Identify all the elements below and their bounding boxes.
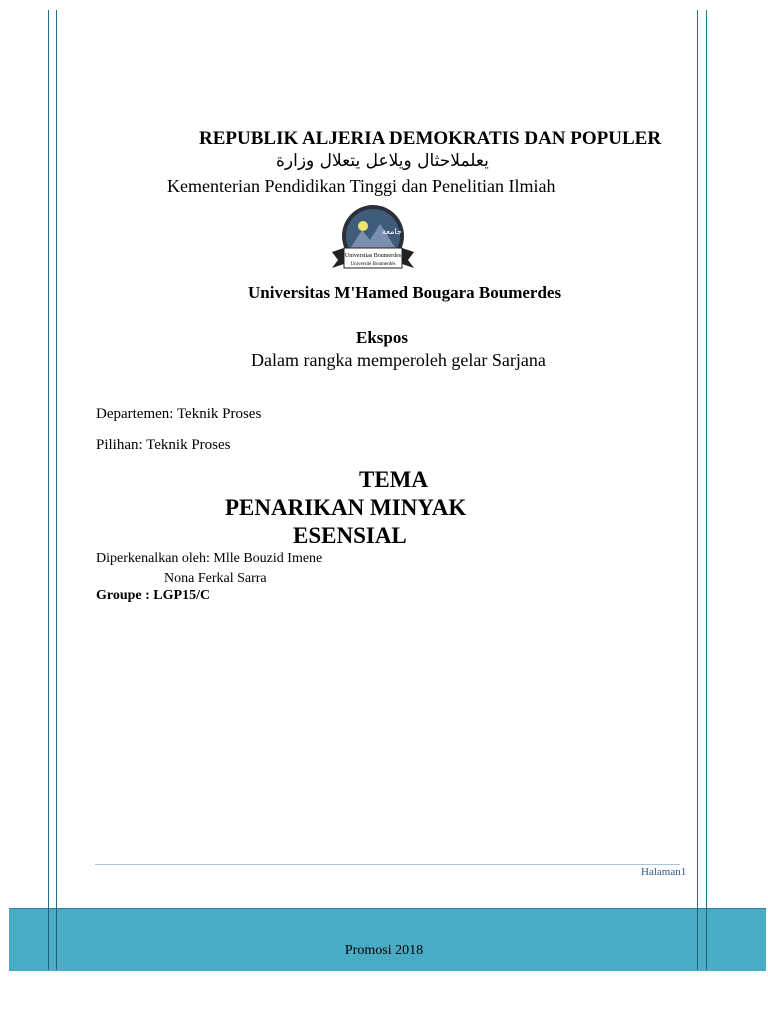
promotion-year: Promosi 2018 [344,943,424,958]
left-border-outer [48,10,49,970]
footer-band [9,908,766,971]
theme-label: TEMA [359,467,428,492]
left-inner-over-band [56,908,57,970]
group-label: Groupe : LGP15/C [96,588,211,603]
expos-subtitle: Dalam rangka memperoleh gelar Sarjana [251,350,546,370]
right-inner-over-band [697,908,698,970]
right-border-outer [706,10,707,970]
university-name: Universitas M'Hamed Bougara Boumerdes [248,283,562,302]
svg-text:جامعة: جامعة [382,227,402,236]
logo-banner-line2: Université Boumerdès [350,262,396,267]
right-border-over-band [706,908,707,970]
left-border-inner [56,10,57,970]
footer-rule [95,864,680,865]
ministry-title: Kementerian Pendidikan Tinggi dan Penelitian Ilmiah [167,176,556,196]
expos-title: Ekspos [356,328,408,347]
left-border-over-band [48,908,49,970]
option-label: Pilihan: Teknik Proses [96,437,231,453]
presenter-second: Nona Ferkal Sarra [164,571,267,586]
logo-banner-line1: Universitas Boumerdes [344,253,402,259]
department-label: Departemen: Teknik Proses [96,406,262,422]
arabic-ministry: يعلملاحثال ويلاعل يتعلال وزارة [276,151,489,171]
theme-line1: PENARIKAN MINYAK [225,495,467,520]
country-title: REPUBLIK ALJERIA DEMOKRATIS DAN POPULER [199,128,662,149]
page-number: Halaman1 [641,866,687,878]
right-border-inner [697,10,698,970]
presented-by: Diperkenalkan oleh: Mlle Bouzid Imene [96,551,323,566]
theme-line2: ESENSIAL [293,523,407,548]
university-logo [330,204,416,274]
